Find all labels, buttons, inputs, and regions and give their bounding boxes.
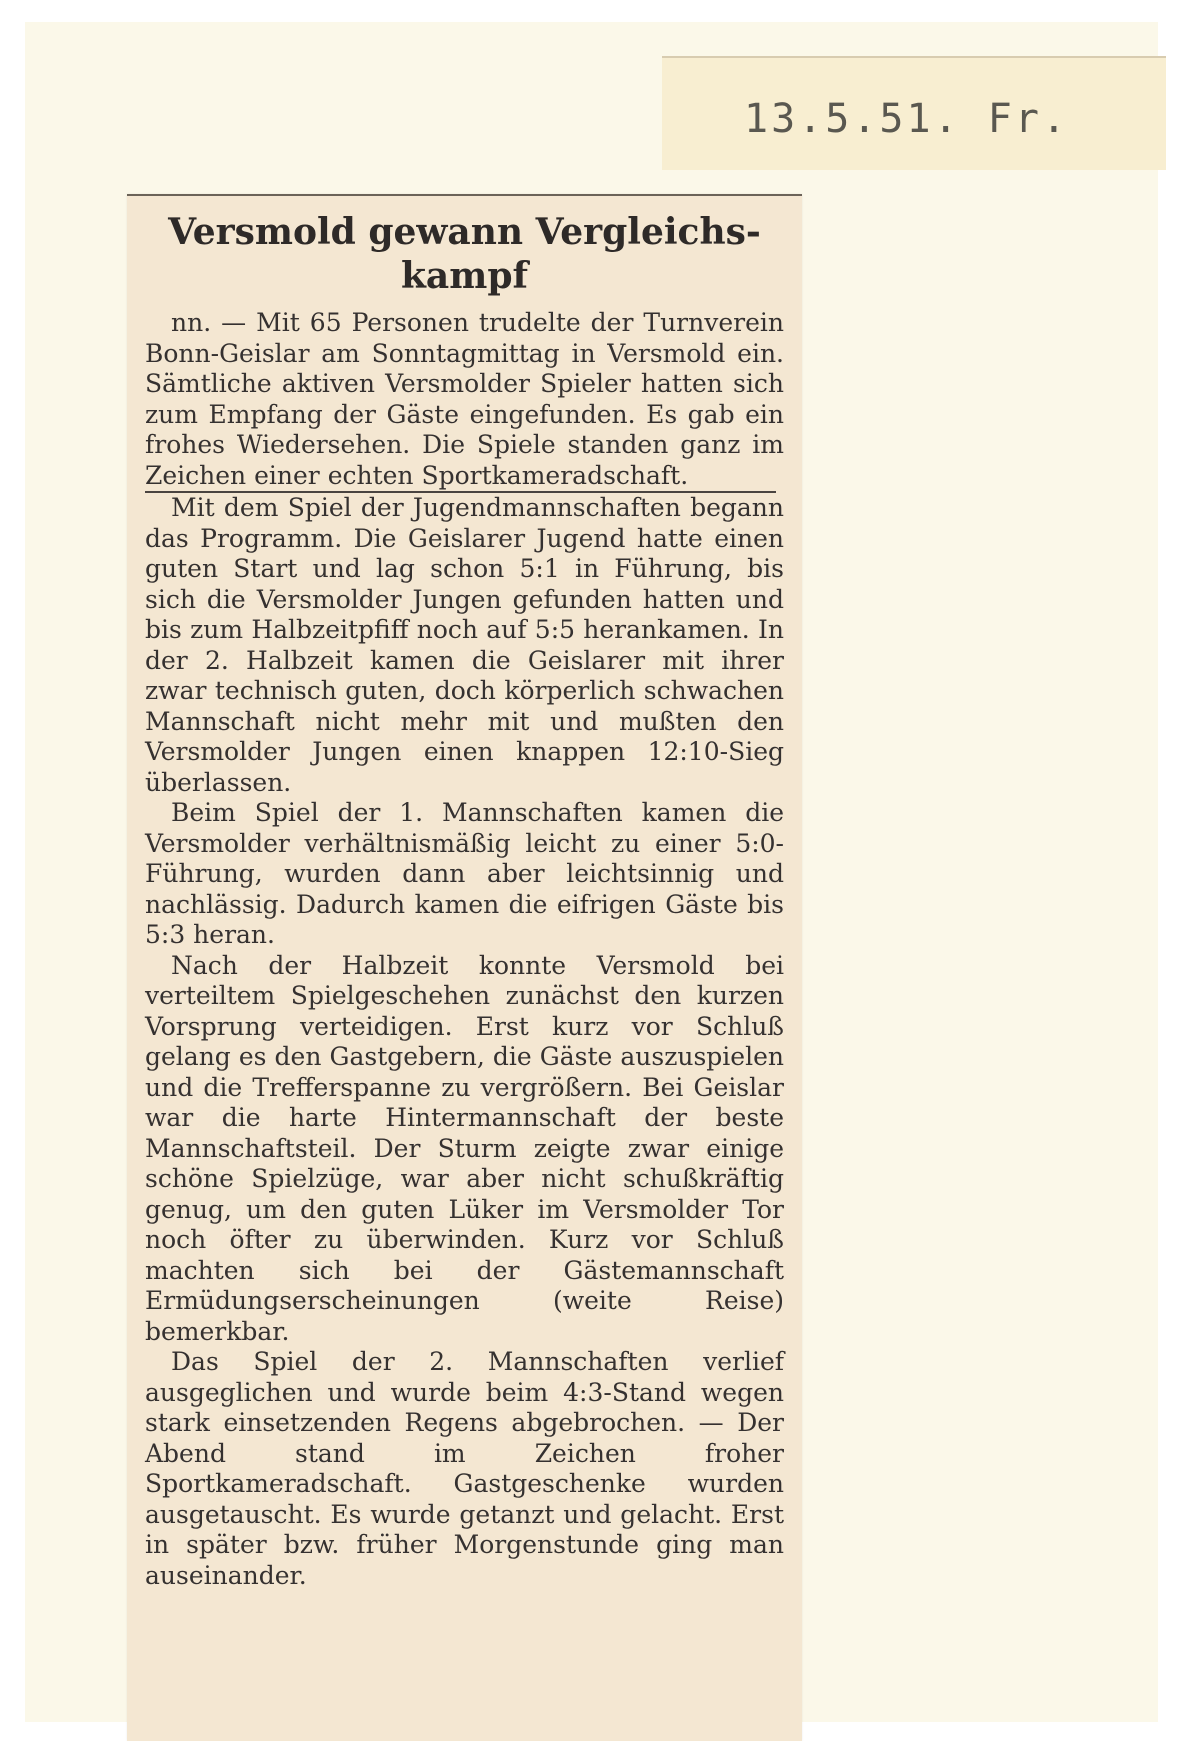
article-body bbox=[145, 308, 784, 1591]
article-paragraph-3: Beim Spiel der 1. Mannschaften kamen die Versmolder verhältnismäßig leicht zu einer 5:0-Führung, wurden dann aber leichtsinnig und nachlässig. Dadurch kamen die eifrigen Gäste bis 5:3 heran. bbox=[145, 798, 784, 949]
date-label bbox=[662, 56, 1166, 170]
date-text: 13.5.51. Fr. bbox=[744, 96, 1069, 142]
article-paragraph-4: Nach der Halbzeit konnte Versmold bei verteiltem Spielgeschehen zunächst den kurzen Vorsprung verteidigen. Erst kurz vor Schluß gelang es den Gastgebern, die Gäste auszuspielen und die Trefferspanne zu vergrößern. Bei Geislar war die harte Hintermannschaft der beste Mannschaftsteil. Der Sturm zeigte zwar einige schöne Spielzüge, war aber nicht schußkräftig genug, um den guten Lüker im Versmolder Tor noch öfter zu überwinden. Kurz vor Schluß machten sich bei der Gästemannschaft Ermüdungserscheinungen (weite Reise) bemerkbar. bbox=[145, 950, 784, 1346]
newspaper-clipping bbox=[127, 194, 802, 1741]
headline-line-1: Versmold gewann Vergleichs- bbox=[168, 211, 761, 253]
article-paragraph-2: Mit dem Spiel der Jugendmannschaften begann das Programm. Die Geislarer Jugend hatte einen guten Start und lag schon 5:1 in Führung, bis sich die Versmolder Jungen gefunden hatten und bis zum Halbzeitpfiff noch auf 5:5 herankamen. In der 2. Halbzeit kamen die Geislarer mit ihrer zwar technisch guten, doch körperlich schwachen Mannschaft nicht mehr mit und mußten den Versmolder Jungen einen knappen 12:10-Sieg überlassen. bbox=[145, 493, 784, 797]
article-paragraph-1: nn. — Mit 65 Personen trudelte der Turnverein Bonn-Geislar am Sonntagmittag in Versmold ein. Sämtliche aktiven Versmolder Spieler hatten sich zum Empfang der Gäste eingefunden. Es gab ein frohes Wiedersehen. Die Spiele standen ganz im Zeichen einer echten Sportkameradschaft. bbox=[145, 308, 784, 490]
headline-line-2: kampf bbox=[400, 255, 529, 297]
article-paragraph-5: Das Spiel der 2. Mannschaften verlief ausgeglichen und wurde beim 4:3-Stand wegen stark einsetzenden Regens abgebrochen. — Der Abend stand im Zeichen froher Sportkameradschaft. Gastgeschenke wurden ausgetauscht. Es wurde getanzt und gelacht. Erst in später bzw. früher Morgenstunde ging man auseinander. bbox=[145, 1347, 784, 1590]
article-headline bbox=[145, 210, 784, 298]
